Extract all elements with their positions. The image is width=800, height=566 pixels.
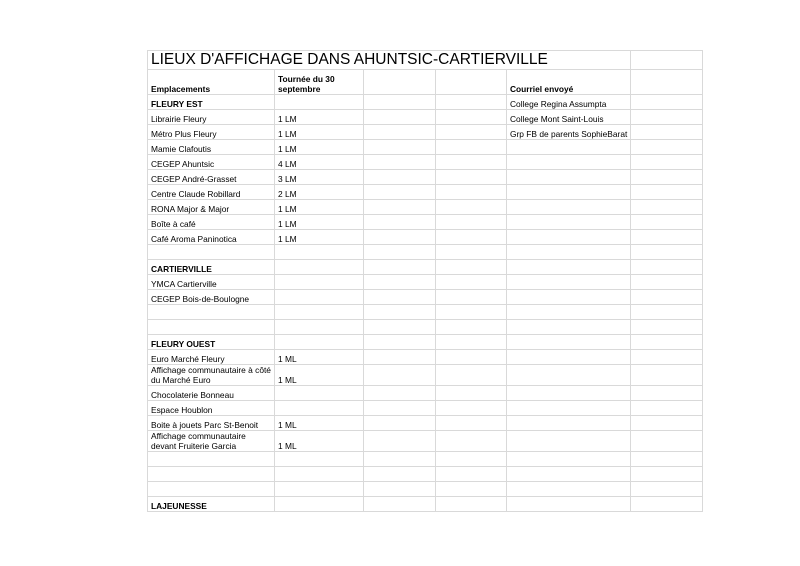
cell[interactable] [631,482,703,497]
header-emplacements[interactable]: Emplacements [148,70,275,95]
cell[interactable] [436,335,507,350]
cell[interactable] [631,305,703,320]
cell[interactable] [364,497,436,512]
cell[interactable] [364,431,436,452]
cell[interactable] [364,260,436,275]
quantity-cell[interactable] [275,95,364,110]
email-cell[interactable] [507,305,631,320]
quantity-cell[interactable]: 1 LM [275,125,364,140]
table-row [148,230,703,245]
quantity-cell[interactable] [275,320,364,335]
quantity-cell[interactable] [275,482,364,497]
cell[interactable] [631,95,703,110]
cell[interactable] [436,350,507,365]
table-row [148,401,703,416]
place-cell[interactable]: CEGEP André-Grasset [148,170,275,185]
quantity-cell[interactable] [275,386,364,401]
email-cell[interactable] [507,350,631,365]
place-cell[interactable]: LAJEUNESSE [148,497,275,512]
cell[interactable] [436,215,507,230]
email-cell[interactable] [507,245,631,260]
cell[interactable] [631,155,703,170]
cell[interactable] [436,155,507,170]
table-row [148,155,703,170]
place-cell[interactable] [148,320,275,335]
cell[interactable] [631,416,703,431]
cell[interactable] [364,482,436,497]
place-cell[interactable] [148,305,275,320]
cell[interactable] [436,497,507,512]
cell[interactable] [631,230,703,245]
quantity-cell[interactable] [275,260,364,275]
email-cell[interactable] [507,170,631,185]
email-cell[interactable] [507,215,631,230]
table-row [148,170,703,185]
cell[interactable] [364,416,436,431]
quantity-cell[interactable]: 2 LM [275,185,364,200]
cell[interactable] [436,70,507,95]
cell[interactable] [364,335,436,350]
cell[interactable] [436,245,507,260]
table-row [148,215,703,230]
quantity-cell[interactable]: 1 ML [275,365,364,386]
place-cell[interactable]: Espace Houblon [148,401,275,416]
table-row [148,497,703,512]
header-tournee[interactable]: Tournée du 30 septembre [275,70,364,95]
cell[interactable] [631,51,703,70]
email-cell[interactable]: Grp FB de parents SophieBarat [507,125,631,140]
cell[interactable] [436,365,507,386]
quantity-cell[interactable]: 1 LM [275,110,364,125]
quantity-cell[interactable] [275,497,364,512]
cell[interactable] [364,467,436,482]
cell[interactable] [364,365,436,386]
cell[interactable] [364,125,436,140]
cell[interactable] [364,200,436,215]
table-row [148,386,703,401]
cell[interactable] [631,452,703,467]
cell[interactable] [364,95,436,110]
place-cell[interactable]: CEGEP Bois-de-Boulogne [148,290,275,305]
place-cell[interactable] [148,467,275,482]
table-row [148,290,703,305]
quantity-cell[interactable]: 1 ML [275,416,364,431]
cell[interactable] [631,467,703,482]
place-cell[interactable]: CARTIERVILLE [148,260,275,275]
cell[interactable] [631,365,703,386]
email-cell[interactable] [507,335,631,350]
place-cell[interactable] [148,482,275,497]
quantity-cell[interactable] [275,305,364,320]
cell[interactable] [364,350,436,365]
email-cell[interactable] [507,230,631,245]
cell[interactable] [631,245,703,260]
email-cell[interactable] [507,275,631,290]
cell[interactable] [364,140,436,155]
place-cell[interactable]: Mamie Clafoutis [148,140,275,155]
place-cell[interactable]: YMCA Cartierville [148,275,275,290]
place-cell[interactable]: Boite à jouets Parc St-Benoit [148,416,275,431]
cell[interactable] [364,401,436,416]
table-row [148,275,703,290]
place-cell[interactable]: Chocolaterie Bonneau [148,386,275,401]
table-row [148,245,703,260]
cell[interactable] [364,185,436,200]
cell[interactable] [364,452,436,467]
cell[interactable] [436,170,507,185]
cell[interactable] [436,431,507,452]
cell[interactable] [631,200,703,215]
place-cell[interactable]: Librairie Fleury [148,110,275,125]
email-cell[interactable] [507,320,631,335]
cell[interactable] [436,140,507,155]
quantity-cell[interactable]: 1 LM [275,215,364,230]
cell[interactable] [631,320,703,335]
cell[interactable] [364,110,436,125]
cell[interactable] [364,320,436,335]
email-cell[interactable] [507,155,631,170]
email-cell[interactable] [507,386,631,401]
cell[interactable] [631,386,703,401]
email-cell[interactable] [507,290,631,305]
table-row [148,467,703,482]
quantity-cell[interactable] [275,335,364,350]
place-cell[interactable]: CEGEP Ahuntsic [148,155,275,170]
cell[interactable] [631,350,703,365]
cell[interactable] [631,401,703,416]
cell[interactable] [364,275,436,290]
email-cell[interactable] [507,200,631,215]
cell[interactable] [364,290,436,305]
cell[interactable] [436,452,507,467]
place-cell[interactable]: Euro Marché Fleury [148,350,275,365]
email-cell[interactable] [507,467,631,482]
email-cell[interactable] [507,260,631,275]
cell[interactable] [436,230,507,245]
cell[interactable] [631,290,703,305]
cell[interactable] [631,185,703,200]
quantity-cell[interactable] [275,245,364,260]
cell[interactable] [436,185,507,200]
place-cell[interactable]: Café Aroma Paninotica [148,230,275,245]
table-row [148,110,703,125]
table-row [148,335,703,350]
table-row [148,95,703,110]
table-row [148,185,703,200]
cell[interactable] [436,125,507,140]
table-row [148,350,703,365]
cell[interactable] [631,215,703,230]
quantity-cell[interactable]: 1 ML [275,431,364,452]
table-row [148,140,703,155]
sheet-title[interactable]: LIEUX D'AFFICHAGE DANS AHUNTSIC-CARTIERVILLE [148,51,631,70]
quantity-cell[interactable]: 1 LM [275,200,364,215]
place-cell[interactable]: Métro Plus Fleury [148,125,275,140]
cell[interactable] [631,275,703,290]
email-cell[interactable] [507,401,631,416]
cell[interactable] [631,125,703,140]
table-row [148,416,703,431]
place-cell[interactable] [148,452,275,467]
email-cell[interactable] [507,365,631,386]
cell[interactable] [364,230,436,245]
cell[interactable] [436,200,507,215]
email-cell[interactable]: College Mont Saint-Louis [507,110,631,125]
cell[interactable] [364,170,436,185]
cell[interactable] [631,170,703,185]
email-cell[interactable] [507,185,631,200]
cell[interactable] [436,110,507,125]
email-cell[interactable] [507,140,631,155]
quantity-cell[interactable] [275,290,364,305]
cell[interactable] [364,155,436,170]
cell[interactable] [631,140,703,155]
cell[interactable] [364,305,436,320]
cell[interactable] [364,386,436,401]
header-courriel[interactable]: Courriel envoyé [507,70,631,95]
cell[interactable] [631,260,703,275]
email-cell[interactable] [507,497,631,512]
table-row [148,365,703,386]
cell[interactable] [436,320,507,335]
table-row [148,200,703,215]
cell[interactable] [436,95,507,110]
table-row [148,320,703,335]
cell[interactable] [436,305,507,320]
table-row [148,260,703,275]
table-row [148,305,703,320]
table-row [148,125,703,140]
cell[interactable] [436,290,507,305]
place-cell[interactable]: Boîte à café [148,215,275,230]
place-cell[interactable]: Centre Claude Robillard [148,185,275,200]
place-cell[interactable]: Affichage communautaire devant Fruiterie Garcia [148,431,275,452]
quantity-cell[interactable] [275,452,364,467]
cell[interactable] [436,401,507,416]
quantity-cell[interactable] [275,401,364,416]
quantity-cell[interactable]: 1 ML [275,350,364,365]
table-row [148,431,703,452]
cell[interactable] [436,260,507,275]
cell[interactable] [364,215,436,230]
cell[interactable] [436,467,507,482]
email-cell[interactable] [507,452,631,467]
quantity-cell[interactable]: 1 LM [275,140,364,155]
place-cell[interactable]: FLEURY OUEST [148,335,275,350]
quantity-cell[interactable]: 4 LM [275,155,364,170]
email-cell[interactable] [507,431,631,452]
cell[interactable] [364,245,436,260]
email-cell[interactable] [507,482,631,497]
place-cell[interactable]: Affichage communautaire à côté du Marché Euro [148,365,275,386]
table-row [148,452,703,467]
quantity-cell[interactable] [275,275,364,290]
email-cell[interactable]: College Regina Assumpta [507,95,631,110]
quantity-cell[interactable]: 1 LM [275,230,364,245]
place-cell[interactable] [148,245,275,260]
table-row [148,482,703,497]
cell[interactable] [631,497,703,512]
cell[interactable] [436,275,507,290]
email-cell[interactable] [507,416,631,431]
cell[interactable] [631,110,703,125]
place-cell[interactable]: FLEURY EST [148,95,275,110]
cell[interactable] [436,482,507,497]
cell[interactable] [631,431,703,452]
place-cell[interactable]: RONA Major & Major [148,200,275,215]
cell[interactable] [364,70,436,95]
cell[interactable] [436,386,507,401]
cell[interactable] [436,416,507,431]
quantity-cell[interactable]: 3 LM [275,170,364,185]
cell[interactable] [631,70,703,95]
spreadsheet-table [147,50,703,512]
cell[interactable] [631,335,703,350]
quantity-cell[interactable] [275,467,364,482]
